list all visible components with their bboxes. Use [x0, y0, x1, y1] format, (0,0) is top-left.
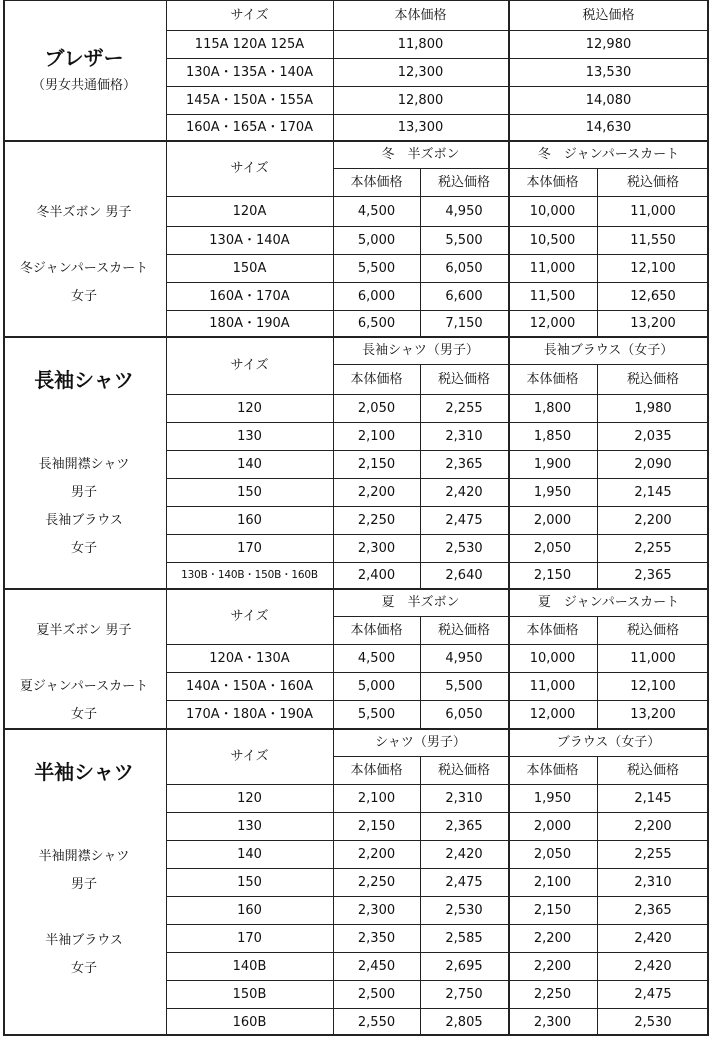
size-cell: 130: [237, 428, 262, 444]
tax-price-cell: 12,100: [630, 260, 676, 276]
size-header: サイズ: [230, 748, 269, 764]
section-label: 冬半ズボン 男子: [36, 205, 132, 220]
tax-price-header: 税込価格: [626, 174, 679, 190]
price-cell: 4,500: [357, 650, 396, 666]
section-label: 夏半ズボン 男子: [36, 623, 132, 638]
price-cell: 2,200: [533, 958, 572, 974]
tax-price-cell: 6,600: [445, 288, 483, 304]
section-title: ブレザー: [44, 46, 124, 70]
tax-price-cell: 13,530: [585, 64, 632, 80]
price-cell: 1,800: [533, 400, 572, 416]
price-cell: 2,000: [533, 818, 572, 834]
section-note: （男女共通価格）: [31, 78, 136, 93]
size-cell: 120: [237, 790, 262, 806]
tax-price-cell: 2,420: [634, 930, 672, 946]
price-cell: 13,300: [397, 119, 444, 135]
tax-price-cell: 2,420: [634, 958, 672, 974]
size-header: サイズ: [230, 160, 269, 176]
tax-price-cell: 1,980: [634, 400, 672, 416]
tax-price-header: 税込価格: [626, 622, 679, 638]
price-header: 本体価格: [394, 7, 447, 23]
group-header: 夏 ジャンパースカート: [537, 594, 680, 610]
tax-price-cell: 11,000: [630, 650, 676, 666]
price-header: 本体価格: [350, 762, 403, 778]
price-header: 本体価格: [350, 622, 403, 638]
price-cell: 2,250: [357, 874, 396, 890]
price-cell: 2,200: [533, 930, 572, 946]
section-label: 女子: [70, 289, 97, 304]
price-cell: 11,800: [397, 36, 444, 52]
tax-price-cell: 14,630: [585, 119, 632, 135]
tax-price-header: 税込価格: [437, 622, 490, 638]
tax-price-cell: 5,500: [445, 678, 483, 694]
tax-price-cell: 2,585: [445, 930, 483, 946]
group-header: 冬 ジャンパースカート: [537, 146, 680, 162]
tax-price-cell: 4,950: [445, 650, 483, 666]
section-label: 女子: [70, 541, 97, 556]
price-cell: 2,400: [357, 567, 396, 583]
price-cell: 1,950: [533, 790, 572, 806]
tax-price-header: 税込価格: [437, 762, 490, 778]
tax-price-cell: 2,365: [445, 456, 483, 472]
size-cell: 140: [237, 456, 262, 472]
price-cell: 1,900: [533, 456, 572, 472]
group-header: 長袖ブラウス（女子）: [543, 342, 674, 358]
price-header: 本体価格: [526, 174, 579, 190]
tax-price-cell: 2,365: [634, 902, 672, 918]
size-cell: 115A 120A 125A: [194, 36, 305, 52]
tax-price-cell: 2,750: [445, 986, 483, 1002]
price-cell: 2,050: [357, 400, 396, 416]
section-label: 半袖開襟シャツ: [38, 849, 130, 864]
price-cell: 2,500: [357, 986, 396, 1002]
size-cell: 160: [237, 902, 262, 918]
size-cell: 150B: [232, 986, 267, 1002]
price-cell: 2,050: [533, 846, 572, 862]
price-cell: 2,300: [533, 1014, 572, 1030]
price-cell: 2,050: [533, 540, 572, 556]
size-cell: 140: [237, 846, 262, 862]
price-cell: 2,550: [357, 1014, 396, 1030]
size-cell: 160A・170A: [209, 288, 290, 304]
tax-price-cell: 7,150: [445, 315, 483, 331]
size-cell: 140A・150A・160A: [185, 678, 314, 694]
tax-price-cell: 12,650: [630, 288, 676, 304]
section-label: 女子: [70, 707, 97, 722]
size-cell: 120A: [232, 203, 267, 219]
group-header: 冬 半ズボン: [381, 146, 460, 162]
tax-price-header: 税込価格: [626, 762, 679, 778]
tax-price-cell: 12,100: [630, 678, 676, 694]
tax-price-header: 税込価格: [582, 7, 635, 23]
price-cell: 6,000: [357, 288, 396, 304]
size-cell: 160B: [232, 1014, 267, 1030]
price-cell: 12,000: [529, 706, 576, 722]
tax-price-cell: 2,805: [445, 1014, 483, 1030]
tax-price-cell: 12,980: [585, 36, 632, 52]
price-header: 本体価格: [350, 174, 403, 190]
price-cell: 10,000: [529, 650, 576, 666]
price-cell: 11,500: [529, 288, 576, 304]
size-cell: 145A・150A・155A: [185, 92, 314, 108]
price-cell: 5,000: [357, 232, 396, 248]
price-cell: 2,250: [357, 512, 396, 528]
tax-price-cell: 11,000: [630, 203, 676, 219]
price-cell: 2,300: [357, 540, 396, 556]
group-header: シャツ（男子）: [375, 734, 466, 750]
tax-price-cell: 2,255: [634, 540, 672, 556]
price-cell: 2,300: [357, 902, 396, 918]
tax-price-cell: 2,145: [634, 790, 672, 806]
price-cell: 10,000: [529, 203, 576, 219]
tax-price-cell: 2,365: [634, 567, 672, 583]
tax-price-header: 税込価格: [437, 371, 490, 387]
tax-price-header: 税込価格: [626, 371, 679, 387]
tax-price-cell: 6,050: [445, 706, 483, 722]
price-cell: 2,150: [533, 902, 572, 918]
section-title: 長袖シャツ: [34, 368, 134, 392]
price-header: 本体価格: [350, 371, 403, 387]
price-cell: 2,450: [357, 958, 396, 974]
tax-price-cell: 2,310: [634, 874, 672, 890]
tax-price-cell: 2,255: [445, 400, 483, 416]
size-cell: 160A・165A・170A: [185, 119, 314, 135]
tax-price-cell: 2,310: [445, 790, 483, 806]
price-cell: 12,000: [529, 315, 576, 331]
size-cell: 170: [237, 540, 262, 556]
price-cell: 11,000: [529, 678, 576, 694]
price-cell: 2,100: [357, 428, 396, 444]
tax-price-cell: 2,145: [634, 484, 672, 500]
price-cell: 12,300: [397, 64, 444, 80]
section-label: 夏ジャンパースカート: [19, 679, 149, 694]
size-header: サイズ: [230, 608, 269, 624]
price-cell: 4,500: [357, 203, 396, 219]
size-cell: 120: [237, 400, 262, 416]
size-cell: 130: [237, 818, 262, 834]
price-cell: 11,000: [529, 260, 576, 276]
size-cell: 130A・135A・140A: [185, 64, 314, 80]
size-cell: 170: [237, 930, 262, 946]
tax-price-cell: 5,500: [445, 232, 483, 248]
price-cell: 5,500: [357, 260, 396, 276]
tax-price-cell: 2,255: [634, 846, 672, 862]
tax-price-cell: 13,200: [630, 706, 676, 722]
size-cell: 170A・180A・190A: [185, 706, 314, 722]
tax-price-cell: 2,695: [445, 958, 483, 974]
tax-price-cell: 2,035: [634, 428, 672, 444]
price-cell: 2,150: [533, 567, 572, 583]
tax-price-cell: 2,420: [445, 484, 483, 500]
group-header: ブラウス（女子）: [556, 734, 661, 750]
size-cell: 160: [237, 512, 262, 528]
section-title: 半袖シャツ: [34, 760, 134, 784]
size-header: サイズ: [230, 7, 269, 23]
price-header: 本体価格: [526, 762, 579, 778]
tax-price-cell: 2,475: [445, 874, 483, 890]
tax-price-cell: 2,420: [445, 846, 483, 862]
group-header: 長袖シャツ（男子）: [362, 342, 479, 358]
tax-price-cell: 2,365: [445, 818, 483, 834]
price-cell: 5,000: [357, 678, 396, 694]
tax-price-cell: 2,530: [445, 540, 483, 556]
price-cell: 2,200: [357, 846, 396, 862]
price-cell: 2,350: [357, 930, 396, 946]
price-cell: 12,800: [397, 92, 444, 108]
price-cell: 2,250: [533, 986, 572, 1002]
size-cell: 130B・140B・150B・160B: [181, 568, 318, 581]
price-cell: 1,850: [533, 428, 572, 444]
price-header: 本体価格: [526, 622, 579, 638]
tax-price-cell: 2,475: [445, 512, 483, 528]
tax-price-header: 税込価格: [437, 174, 490, 190]
section-label: 長袖ブラウス: [45, 513, 123, 528]
size-cell: 150A: [232, 260, 267, 276]
price-cell: 1,950: [533, 484, 572, 500]
tax-price-cell: 2,090: [634, 456, 672, 472]
tax-price-cell: 2,640: [445, 567, 483, 583]
size-cell: 140B: [232, 958, 267, 974]
price-header: 本体価格: [526, 371, 579, 387]
tax-price-cell: 14,080: [585, 92, 632, 108]
section-label: 男子: [70, 485, 97, 500]
tax-price-cell: 2,310: [445, 428, 483, 444]
tax-price-cell: 4,950: [445, 203, 483, 219]
section-label: 冬ジャンパースカート: [19, 261, 149, 276]
tax-price-cell: 2,200: [634, 512, 672, 528]
tax-price-cell: 13,200: [630, 315, 676, 331]
price-cell: 2,000: [533, 512, 572, 528]
section-label: 長袖開襟シャツ: [38, 457, 130, 472]
group-header: 夏 半ズボン: [381, 594, 460, 610]
section-label: 男子: [70, 877, 97, 892]
tax-price-cell: 2,530: [445, 902, 483, 918]
size-cell: 130A・140A: [209, 232, 290, 248]
size-cell: 180A・190A: [209, 315, 290, 331]
price-cell: 2,150: [357, 456, 396, 472]
section-label: 半袖ブラウス: [45, 933, 123, 948]
size-cell: 150: [237, 484, 262, 500]
price-cell: 2,100: [357, 790, 396, 806]
price-cell: 2,100: [533, 874, 572, 890]
size-cell: 150: [237, 874, 262, 890]
size-cell: 120A・130A: [209, 650, 290, 666]
size-header: サイズ: [230, 357, 269, 373]
tax-price-cell: 2,530: [634, 1014, 672, 1030]
tax-price-cell: 11,550: [630, 232, 676, 248]
price-cell: 2,200: [357, 484, 396, 500]
price-cell: 2,150: [357, 818, 396, 834]
tax-price-cell: 6,050: [445, 260, 483, 276]
price-cell: 5,500: [357, 706, 396, 722]
tax-price-cell: 2,200: [634, 818, 672, 834]
section-label: 女子: [70, 961, 97, 976]
price-cell: 10,500: [529, 232, 576, 248]
tax-price-cell: 2,475: [634, 986, 672, 1002]
price-cell: 6,500: [357, 315, 396, 331]
